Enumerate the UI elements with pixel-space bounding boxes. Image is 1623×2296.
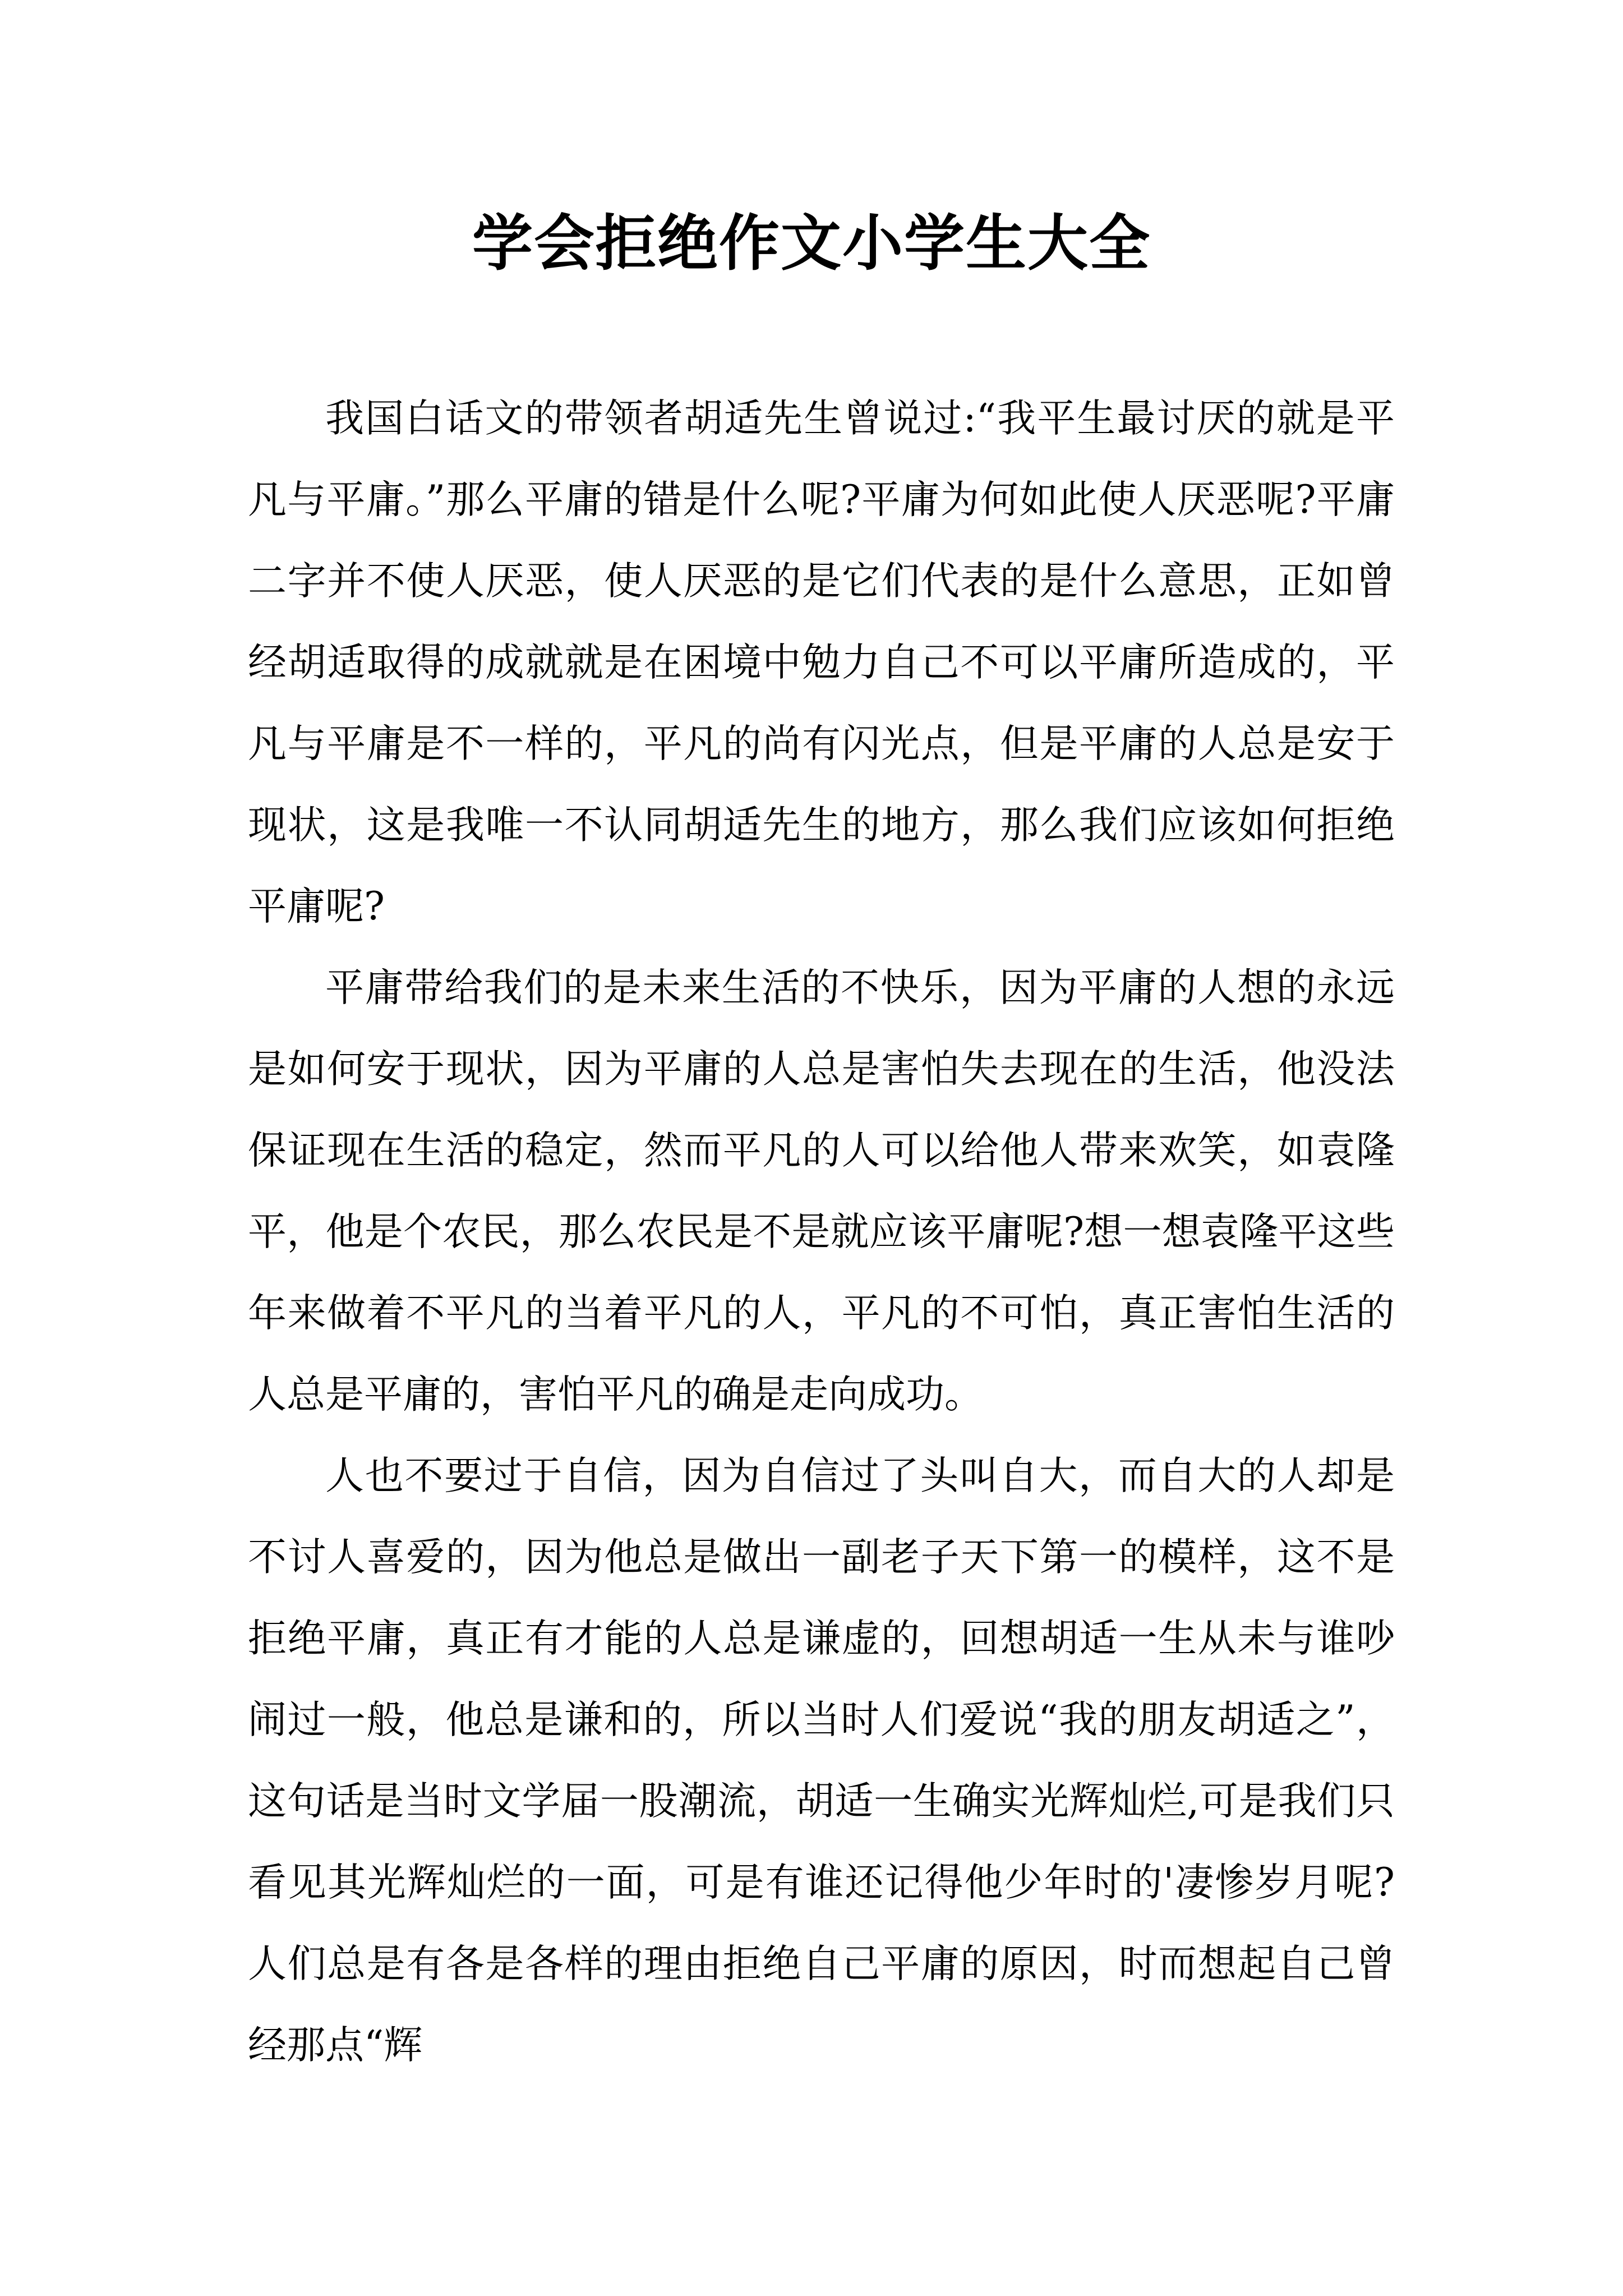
paragraph-2: 平庸带给我们的是未来生活的不快乐，因为平庸的人想的永远是如何安于现状，因为平庸的人总是害怕失去现在的生活，他没法保证现在生活的稳定，然而平凡的人可以给他人带来欢笑，如袁隆平，他是个农民，那么农民是不是就应该平庸呢?想一想袁隆平这些年来做着不平凡的当着平凡的人，平凡的不可怕，真正害怕生活的人总是平庸的，害怕平凡的确是走向成功。 (248, 965, 1395, 1417)
document-title: 学会拒绝作文小学生大全 (472, 209, 1151, 279)
paragraph-3: 人也不要过于自信，因为自信过了头叫自大，而自大的人却是不讨人喜爱的，因为他总是做出一副老子天下第一的模样，这不是拒绝平庸，真正有才能的人总是谦虚的，回想胡适一生从未与谁吵闹过一般，他总是谦和的，所以当时人们爱说“我的朋友胡适之”，这句话是当时文学届一股潮流，胡适一生确实光辉灿烂,可是我们只看见其光辉灿烂的一面，可是有谁还记得他少年时的'凄惨岁月呢?人们总是有各是各样的理由拒绝自己平庸的原因，时而想起自己曾经那点“辉 (248, 1453, 1395, 2068)
paragraph-1: 我国白话文的带领者胡适先生曾说过:“我平生最讨厌的就是平凡与平庸。”那么平庸的错是什么呢?平庸为何如此使人厌恶呢?平庸二字并不使人厌恶，使人厌恶的是它们代表的是什么意思，正如曾经胡适取得的成就就是在困境中勉力自己不可以平庸所造成的，平凡与平庸是不一样的，平凡的尚有闪光点，但是平庸的人总是安于现状，这是我唯一不认同胡适先生的地方，那么我们应该如何拒绝平庸呢? (248, 396, 1395, 929)
document-body (248, 378, 1395, 2086)
